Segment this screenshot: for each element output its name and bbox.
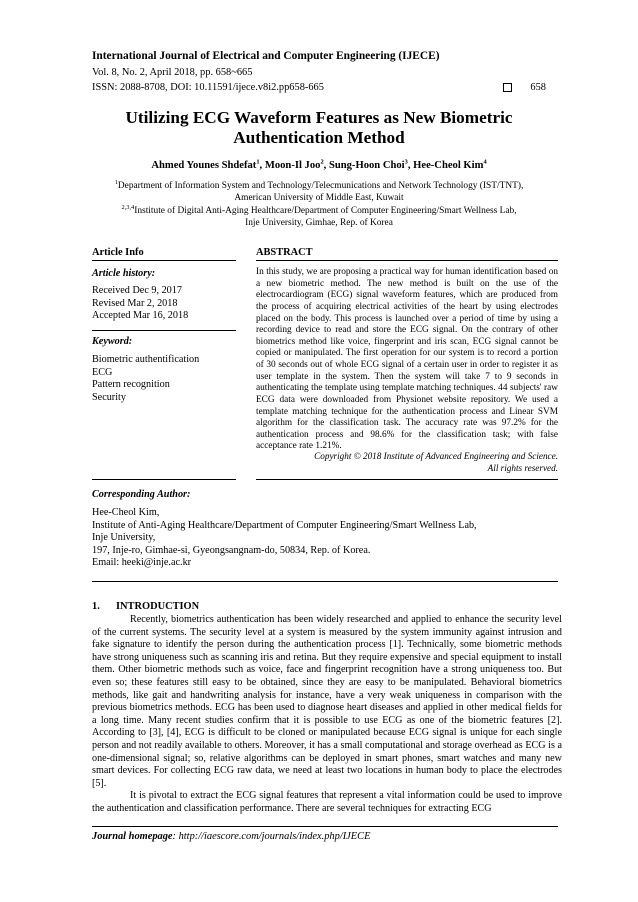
section-heading: [92, 601, 199, 612]
section-number: 1.: [92, 601, 100, 612]
corresponding-line: 197, Inje-ro, Gimhae-si, Gyeongsangnam-do, 50834, Rep. of Korea.: [92, 544, 371, 556]
corresponding-author-block: [92, 507, 477, 570]
volume-info: Vol. 8, No. 2, April 2018, pp. 658~665: [92, 67, 253, 78]
author-sup: 2: [320, 158, 324, 166]
author-name: Sung-Hoon Choi: [328, 160, 405, 171]
divider: [92, 260, 236, 261]
footer-divider: [92, 826, 558, 827]
affiliation-sup: 1: [114, 178, 118, 186]
article-info-heading: Article Info: [92, 247, 144, 258]
paragraph-text: Recently, biometrics authentication has been widely researched and applied to enhance the security level of the current systems. The security level at a system is measured by the system immunity against intrusion and fake signature to identify the person during the authentication process [1]. Technically, some biometric methods have strong uniqueness such as scanning iris and retina. But they require expensive and special equipment to install them. Other biometric methods such as voice, face and fingerprint recognition have a strong uniqueness too. But even so; these features still easy to be obtained, since they are easy to be manipulated. Behavioral biometrics methods, like gait and handwriting analysis for instance, have a very weak uniqueness in comparison with the previous biometrics methods. ECG has been used to diagnose heart diseases and applied in other medical fields for a long time. Many recent studies confirm that it is possible to use ECG as one of the biometric features [2]. According to [3], [4], ECG is difficult to be cloned or manipulated because ECG signal is unique for each single person and not readily available to others. Moreover, it has a small computational and storage overhead as ECG is a one-dimensional signal; so, relative algorithms can be deployed in smart phones, smart watches and many new smart devices. For collecting ECG raw data, we need at least two locations in human body to place the electrodes [5].: [92, 614, 562, 789]
article-history-label: Article history:: [92, 268, 156, 279]
affiliation-sup: 2,3,4: [121, 203, 135, 211]
received-date: Received Dec 9, 2017: [92, 285, 182, 296]
affiliation-text: Department of Information System and Technology/Telecmunications and Network Technology (IST/TNT),: [117, 181, 524, 191]
keyword-item: ECG: [92, 366, 113, 378]
divider: [92, 330, 236, 331]
author-name: Ahmed Younes Shdefat: [151, 160, 257, 171]
title-line-1: Utilizing ECG Waveform Features as New Biometric: [125, 108, 513, 127]
author-sup: 3: [404, 158, 408, 166]
author-separator: ,: [407, 160, 414, 171]
copyright-line: Copyright © 2018 Institute of Advanced Engineering and Science.: [314, 451, 558, 461]
homepage-label: Journal homepage: [92, 831, 173, 842]
divider: [92, 581, 558, 582]
author-separator: ,: [259, 160, 265, 171]
paper-title: [92, 108, 546, 148]
affiliation-2: [92, 205, 546, 230]
corresponding-line: Email: heeki@inje.ac.kr: [92, 557, 192, 569]
affiliation-text: American University of Middle East, Kuwait: [234, 193, 404, 204]
page-number-area: [503, 82, 546, 93]
page-number: 658: [530, 82, 546, 93]
article-dates: [92, 285, 188, 323]
revised-date: Revised Mar 2, 2018: [92, 297, 178, 309]
keyword-item: Biometric authentification: [92, 354, 200, 365]
author-list: [92, 160, 546, 171]
intro-paragraph-2: [92, 790, 562, 815]
abstract-heading: ABSTRACT: [256, 247, 313, 258]
journal-name: International Journal of Electrical and Computer Engineering (IJECE): [92, 50, 440, 62]
affiliation-text: Institute of Digital Anti-Aging Healthcare/Department of Computer Engineering/Smart Wellness Lab,: [134, 206, 517, 216]
keyword-item: Pattern recognition: [92, 379, 170, 391]
accepted-date: Accepted Mar 16, 2018: [92, 310, 189, 322]
author-name: Hee-Cheol Kim: [413, 160, 484, 171]
intro-paragraph-1: [92, 614, 562, 790]
checkbox-square-icon: [503, 83, 512, 92]
author-separator: ,: [323, 160, 329, 171]
author-name: Moon-Il Joo: [264, 160, 321, 171]
author-sup: 1: [256, 158, 260, 166]
author-sup: 4: [483, 158, 487, 166]
corresponding-line: Institute of Anti-Aging Healthcare/Department of Computer Engineering/Smart Wellness Lab,: [92, 519, 477, 531]
corresponding-author-label: Corresponding Author:: [92, 489, 191, 500]
keyword-item: Security: [92, 391, 126, 403]
keyword-list: [92, 354, 199, 404]
paragraph-text: It is pivotal to extract the ECG signal features that represent a vital information could be used to improve the authentication and classification performance. There are several techniques for extracting ECG: [92, 790, 562, 814]
copyright-notice: [314, 450, 558, 474]
title-line-2: Authentication Method: [233, 128, 405, 147]
section-title: INTRODUCTION: [116, 601, 200, 612]
corresponding-line: Inje University,: [92, 532, 156, 544]
corresponding-line: Hee-Cheol Kim,: [92, 507, 160, 518]
copyright-line: All rights reserved.: [487, 463, 558, 473]
divider: [256, 479, 558, 480]
divider: [92, 479, 236, 480]
abstract-text: In this study, we are proposing a practical way for human identification based on a new biometric method. The new method is built on the use of the electrocardiogram (ECG) signal waveform features, which are produced from the process of acquiring electrical activities of the heart by using electrodes placed on the body. This process is launched over a period of time by using a recording device to read and store the ECG signal. On the contrary of other biometrics method like voice, fingerprint and iris scan, ECG signal cannot be copied or manipulated. The first operation for our system is to record a portion of 30 seconds out of whole ECG signal of a certain user in order to register it as user template in the system. Then the system will take 7 to 9 seconds in authenticating the template using template matching techniques. 44 subjects' raw ECG data were downloaded from Physionet website repository. We used a template matching technique for the authentication process and Linear SVM algorithm for the classification task. The accuracy rate was 97.2% for the authentication process and 98.6% for the classification task; with false acceptance rate 1.21%.: [256, 267, 558, 452]
journal-homepage: [92, 831, 370, 842]
keyword-label: Keyword:: [92, 336, 133, 347]
divider: [256, 260, 558, 261]
issn-doi: ISSN: 2088-8708, DOI: 10.11591/ijece.v8i2.pp658-665: [92, 82, 324, 93]
homepage-url[interactable]: : http://iaescore.com/journals/index.php/IJECE: [172, 831, 371, 842]
affiliation-text: Inje University, Gimhae, Rep. of Korea: [245, 218, 393, 229]
affiliation-1: [92, 180, 546, 205]
